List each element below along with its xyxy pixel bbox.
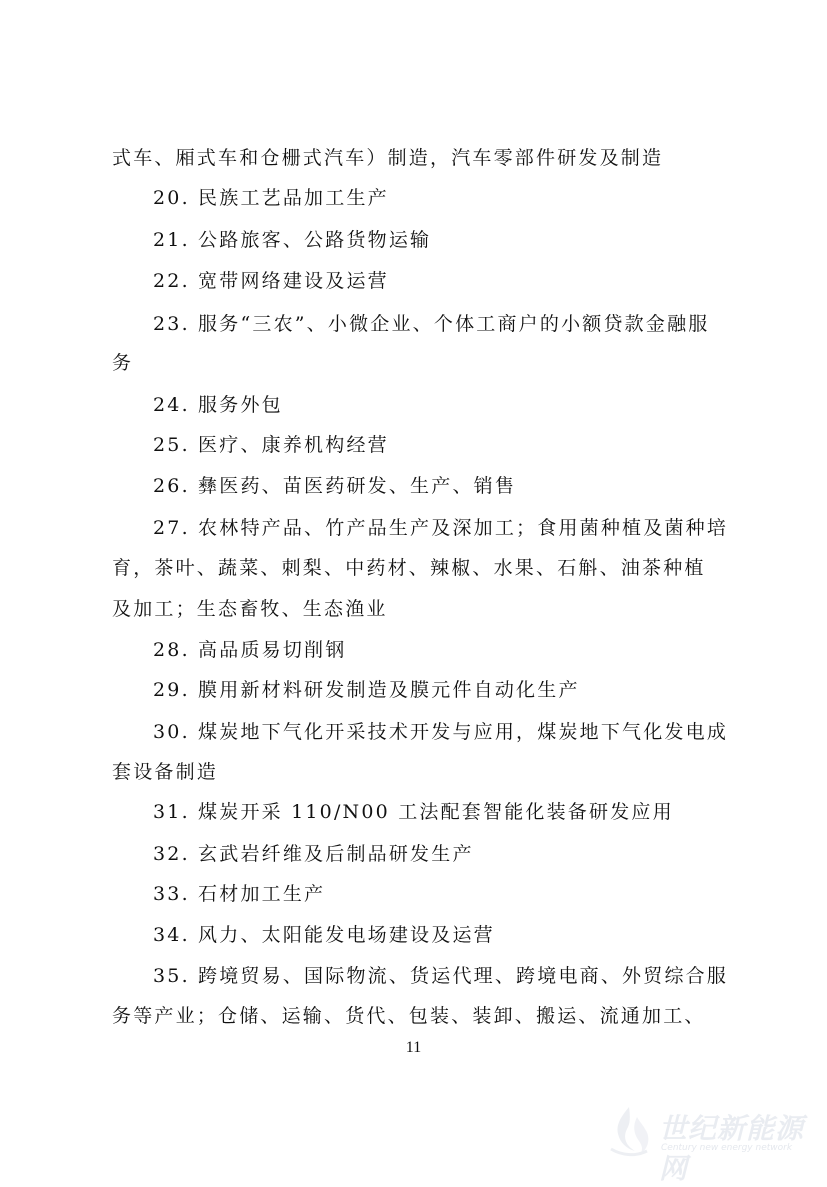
list-item-26: 26. 彝医药、苗医药研发、生产、销售 xyxy=(153,475,517,497)
list-item-35: 35. 跨境贸易、国际物流、货运代理、跨境电商、外贸综合服 xyxy=(153,965,729,987)
list-item-34: 34. 风力、太阳能发电场建设及运营 xyxy=(153,924,495,946)
list-item-24: 24. 服务外包 xyxy=(153,394,283,416)
list-item-29: 29. 膜用新材料研发制造及膜元件自动化生产 xyxy=(153,679,580,701)
list-item-22: 22. 宽带网络建设及运营 xyxy=(153,270,389,292)
list-item-35-continued: 务等产业；仓储、运输、货代、包装、装卸、搬运、流通加工、 xyxy=(112,1005,706,1027)
list-item-32: 32. 玄武岩纤维及后制品研发生产 xyxy=(153,843,474,865)
watermark-text: 世纪新能源网 xyxy=(659,1112,805,1185)
list-item-20: 20. 民族工艺品加工生产 xyxy=(153,187,389,209)
list-item-33: 33. 石材加工生产 xyxy=(153,883,326,905)
list-item-23: 23. 服务“三农”、小微企业、个体工商户的小额贷款金融服 xyxy=(153,313,710,335)
list-item-28: 28. 高品质易切削钢 xyxy=(153,639,347,661)
list-item-27-continued: 育，茶叶、蔬菜、刺梨、中药材、辣椒、水果、石斛、油茶种植 xyxy=(112,557,706,579)
list-item-25: 25. 医疗、康养机构经营 xyxy=(153,434,389,456)
page-number: 11 xyxy=(405,1039,422,1056)
list-item-31: 31. 煤炭开采 110/N00 工法配套智能化装备研发应用 xyxy=(153,801,674,823)
watermark-logo xyxy=(601,1103,821,1185)
list-item-21: 21. 公路旅客、公路货物运输 xyxy=(153,229,432,251)
list-item-30: 30. 煤炭地下气化开采技术开发与应用，煤炭地下气化发电成 xyxy=(153,721,729,743)
list-item-27: 27. 农林特产品、竹产品生产及深加工；食用菌种植及菌种培 xyxy=(153,517,729,539)
text-line-continuation: 式车、厢式车和仓栅式汽车）制造，汽车零部件研发及制造 xyxy=(112,147,664,169)
list-item-27-continued-2: 及加工；生态畜牧、生态渔业 xyxy=(112,598,388,620)
watermark-subtext: Century new energy network xyxy=(661,1143,793,1153)
list-item-30-continued: 套设备制造 xyxy=(112,761,219,783)
list-item-23-continued: 务 xyxy=(112,352,134,374)
flame-logo-icon xyxy=(601,1103,657,1159)
